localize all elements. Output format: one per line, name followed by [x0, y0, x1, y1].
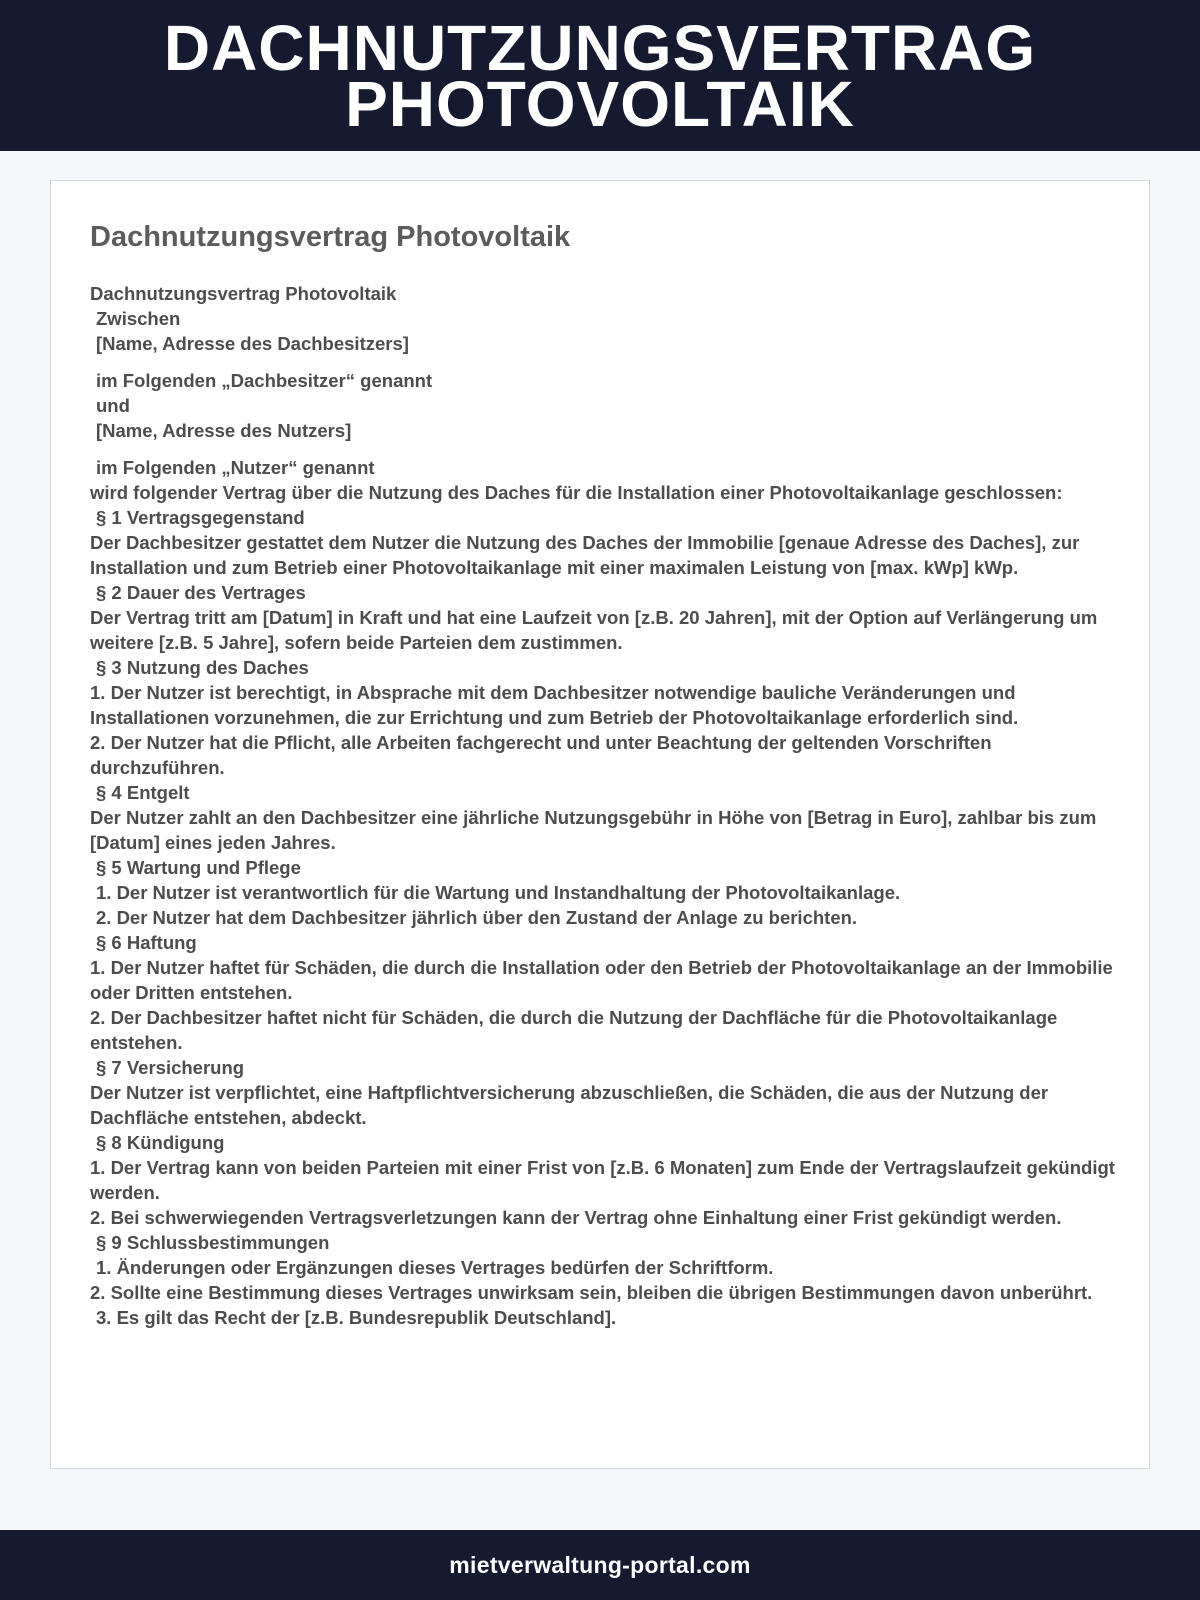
section-8-paragraph-2: 2. Bei schwerwiegenden Vertragsverletzungen kann der Vertrag ohne Einhaltung einer Frist gekündigt werden. [90, 1207, 1062, 1228]
document-title: Dachnutzungsvertrag Photovoltaik [90, 221, 571, 253]
page-banner [0, 0, 1200, 151]
section-3-paragraph-2: 2. Der Nutzer hat die Pflicht, alle Arbeiten fachgerecht und unter Beachtung der geltenden Vorschriften durchzuführen. [90, 732, 992, 778]
section-3-heading: § 3 Nutzung des Daches [96, 657, 309, 678]
footer-site-link[interactable]: mietverwaltung-portal.com [449, 1551, 751, 1578]
document-body [90, 281, 1120, 1330]
page-footer [0, 1530, 1200, 1600]
section-2-heading: § 2 Dauer des Vertrages [96, 582, 306, 603]
section-9-paragraph-2: 2. Sollte eine Bestimmung dieses Vertrages unwirksam sein, bleiben die übrigen Bestimmungen davon unberührt. [90, 1282, 1093, 1303]
intro-heading: Dachnutzungsvertrag Photovoltaik [90, 283, 397, 304]
intro-and: und [96, 395, 130, 416]
section-7-heading: § 7 Versicherung [96, 1057, 245, 1078]
section-8-heading: § 8 Kündigung [96, 1132, 225, 1153]
section-9-heading: § 9 Schlussbestimmungen [96, 1232, 330, 1253]
party-2-name: [Name, Adresse des Nutzers] [96, 420, 352, 441]
banner-title-line-2: PHOTOVOLTAIK [345, 67, 855, 140]
section-5-paragraph-2: 2. Der Nutzer hat dem Dachbesitzer jährlich über den Zustand der Anlage zu berichten. [96, 907, 858, 928]
intro-between: Zwischen [96, 308, 181, 329]
banner-title-line-1: DACHNUTZUNGSVERTRAG [163, 11, 1037, 84]
document-card [50, 180, 1150, 1469]
section-6-paragraph-2: 2. Der Dachbesitzer haftet nicht für Schäden, die durch die Nutzung der Dachfläche für die Photovoltaikanlage entstehen. [90, 1007, 1058, 1053]
section-9-paragraph-1: 1. Änderungen oder Ergänzungen dieses Vertrages bedürfen der Schriftform. [96, 1257, 774, 1278]
section-6-heading: § 6 Haftung [96, 932, 197, 953]
party-2-role: im Folgenden „Nutzer“ genannt [96, 457, 375, 478]
section-5-heading: § 5 Wartung und Pflege [96, 857, 301, 878]
section-7-paragraph: Der Nutzer ist verpflichtet, eine Haftpflichtversicherung abzuschließen, die Schäden, die aus der Nutzung der Dachfläche entstehen, abdeckt. [90, 1082, 1049, 1128]
section-2-paragraph: Der Vertrag tritt am [Datum] in Kraft und hat eine Laufzeit von [z.B. 20 Jahren], mit der Option auf Verlängerung um weitere [z.B. 5 Jahre], sofern beide Parteien dem zustimmen. [90, 607, 1098, 653]
party-1-name: [Name, Adresse des Dachbesitzers] [96, 333, 409, 354]
section-8-paragraph-1: 1. Der Vertrag kann von beiden Parteien mit einer Frist von [z.B. 6 Monaten] zum Ende der Vertragslaufzeit gekündigt werden. [90, 1157, 1115, 1203]
section-1-paragraph: Der Dachbesitzer gestattet dem Nutzer die Nutzung des Daches der Immobilie [genaue Adresse des Daches], zur Installation und zum Betrieb einer Photovoltaikanlage mit einer maximalen Leistung von [max. kWp] kWp. [90, 532, 1080, 578]
section-3-paragraph-1: 1. Der Nutzer ist berechtigt, in Absprache mit dem Dachbesitzer notwendige bauliche Veränderungen und Installationen vorzunehmen, die zur Errichtung und zum Betrieb der Photovoltaikanlage erforderlich sind. [90, 682, 1019, 728]
section-9-paragraph-3: 3. Es gilt das Recht der [z.B. Bundesrepublik Deutschland]. [96, 1307, 617, 1328]
section-4-heading: § 4 Entgelt [96, 782, 190, 803]
section-4-paragraph: Der Nutzer zahlt an den Dachbesitzer eine jährliche Nutzungsgebühr in Höhe von [Betrag in Euro], zahlbar bis zum [Datum] eines jeden Jahres. [90, 807, 1097, 853]
party-1-role: im Folgenden „Dachbesitzer“ genannt [96, 370, 433, 391]
section-5-paragraph-1: 1. Der Nutzer ist verantwortlich für die Wartung und Instandhaltung der Photovoltaikanlage. [96, 882, 901, 903]
intro-closing: wird folgender Vertrag über die Nutzung des Daches für die Installation einer Photovoltaikanlage geschlossen: [90, 482, 1063, 503]
section-1-heading: § 1 Vertragsgegenstand [96, 507, 305, 528]
section-6-paragraph-1: 1. Der Nutzer haftet für Schäden, die durch die Installation oder den Betrieb der Photovoltaikanlage an der Immobilie oder Dritten entstehen. [90, 957, 1113, 1003]
